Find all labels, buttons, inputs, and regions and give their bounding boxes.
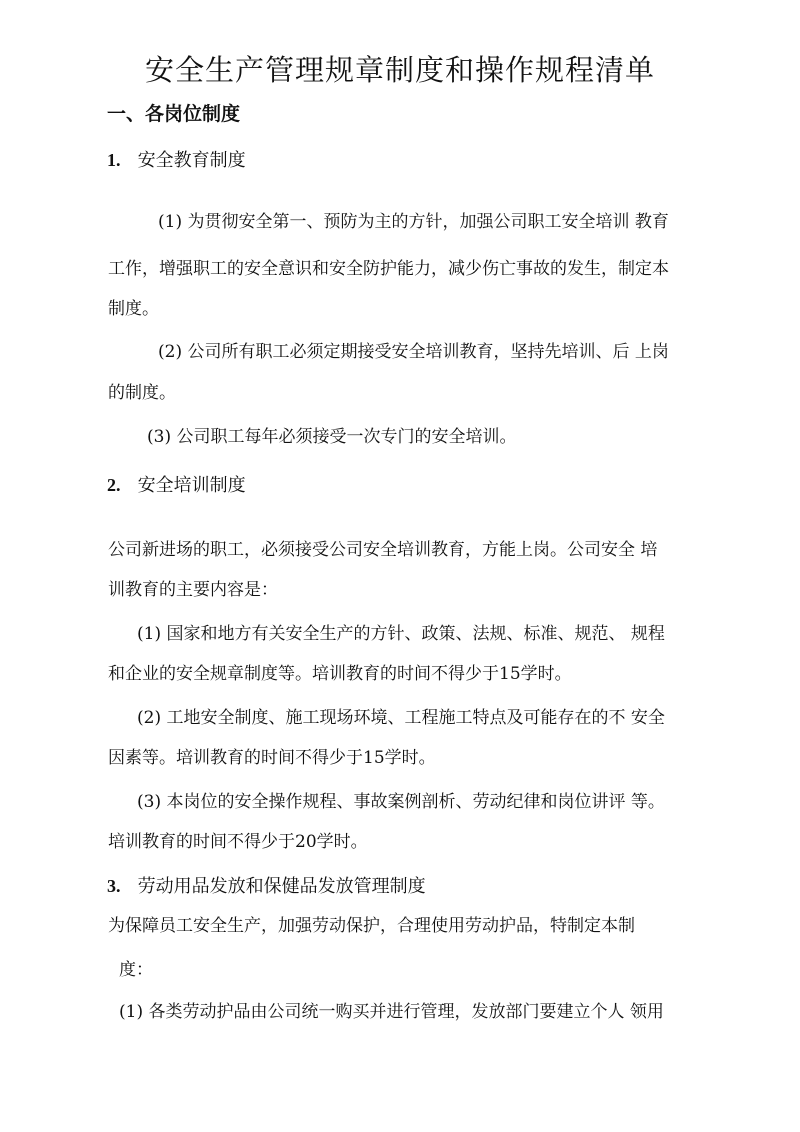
paragraph-line: 培训教育的时间不得少于20学时。 [108,832,368,852]
subsection-title: 安全培训制度 [137,475,246,496]
paragraph-line: (3) 本岗位的安全操作规程、事故案例剖析、劳动纪律和岗位讲评 等。 [137,792,665,812]
paragraph-line: 和企业的安全规章制度等。培训教育的时间不得少于15学时。 [108,664,572,684]
subsection-number: 3. [107,876,121,896]
paragraph-line: 制度。 [108,299,159,319]
document-title: 安全生产管理规章制度和操作规程清单 [144,53,655,87]
paragraph-line: (1) 为贯彻安全第一、预防为主的方针，加强公司职工安全培训 教育 [158,212,669,232]
paragraph-line: 工作，增强职工的安全意识和安全防护能力，减少伤亡事故的发生，制定本 [108,259,669,279]
paragraph-line: (3) 公司职工每年必须接受一次专门的安全培训。 [147,427,517,447]
subsection-heading-1 [107,148,246,173]
paragraph-line: (1) 国家和地方有关安全生产的方针、政策、法规、标准、规范、 规程 [137,624,665,644]
paragraph-line: 的制度。 [108,383,176,403]
subsection-number: 1. [107,150,121,170]
paragraph-line: 因素等。培训教育的时间不得少于15学时。 [108,748,436,768]
paragraph-line: 度： [119,960,153,980]
subsection-heading-3 [107,874,426,899]
section-heading: 一、各岗位制度 [107,103,241,125]
paragraph-line: 为保障员工安全生产，加强劳动保护，合理使用劳动护品，特制定本制 [108,916,635,936]
subsection-title: 安全教育制度 [137,150,246,171]
paragraph-line: 训教育的主要内容是： [108,580,278,600]
subsection-title: 劳动用品发放和保健品发放管理制度 [137,876,426,897]
paragraph-line: (2) 工地安全制度、施工现场环境、工程施工特点及可能存在的不 安全 [137,708,665,728]
paragraph-line: (1) 各类劳动护品由公司统一购买并进行管理，发放部门要建立个人 领用 [119,1002,664,1022]
subsection-number: 2. [107,475,121,495]
subsection-heading-2 [107,473,246,498]
paragraph-line: (2) 公司所有职工必须定期接受安全培训教育，坚持先培训、后 上岗 [158,342,669,362]
paragraph-line: 公司新进场的职工，必须接受公司安全培训教育，方能上岗。公司安全 培 [108,540,658,560]
